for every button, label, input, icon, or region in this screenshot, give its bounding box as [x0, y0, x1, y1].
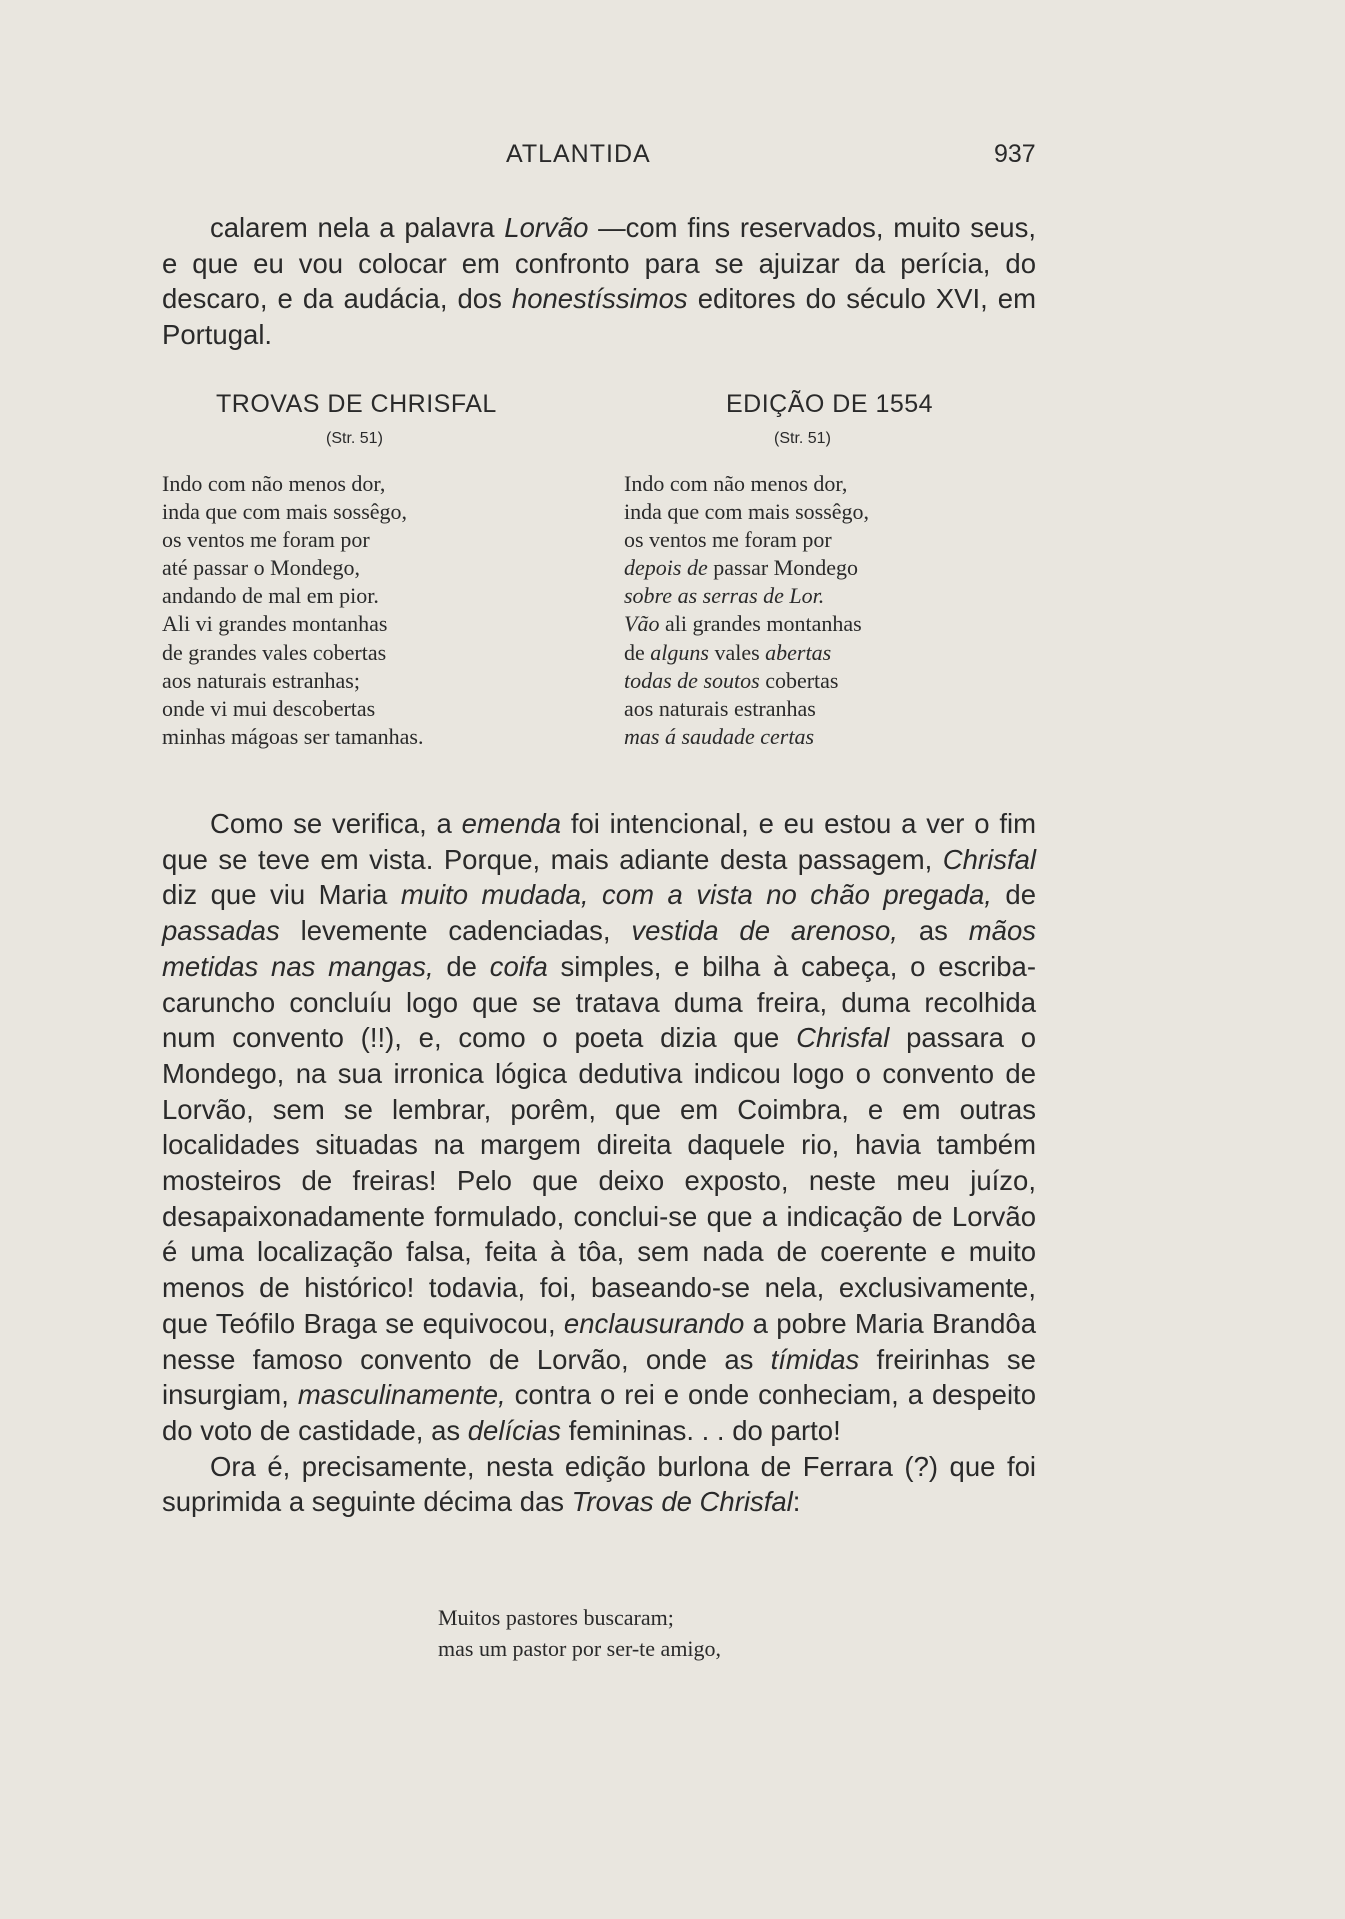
- verse-line: [624, 498, 869, 526]
- italic-text: honestíssimos: [511, 283, 688, 315]
- verse-line: [624, 695, 869, 723]
- text-run: femininas. . . do parto!: [561, 1414, 841, 1446]
- body-paragraph: [162, 806, 1036, 1449]
- body-text: [162, 806, 1036, 1520]
- italic-text: Chrisfal: [942, 843, 1036, 875]
- text-run: a pobre Maria Brandôa nesse famoso convento de Lorvão, onde as: [162, 1307, 1036, 1375]
- text-run: até passar o Mondego,: [162, 555, 360, 581]
- text-run: Como se verifica, a: [210, 808, 462, 839]
- verse-line: [162, 610, 424, 638]
- text-run: :: [792, 1486, 801, 1518]
- text-run: contra o rei e onde conheciam, a despeito do voto de castidade, as: [162, 1379, 1036, 1446]
- text-run: freirinhas se insurgiam,: [162, 1343, 1036, 1411]
- verse-line: [162, 470, 424, 498]
- text-run: passar Mondego: [707, 555, 859, 581]
- text-run: Ora é, precisamente, nesta edição burlona de Ferrara (?) que foi suprimida a seguinte décima das: [162, 1450, 1036, 1518]
- text-run: de: [991, 879, 1037, 911]
- text-run: vales: [708, 639, 766, 665]
- italic-text: Trovas de Chrisfal: [571, 1486, 793, 1518]
- text-run: simples, e bilha à cabeça, o escriba-caruncho concluíu logo que se tratava duma freira, duma recolhida num convento (!!), e, como o poeta dizia que: [162, 950, 1037, 1054]
- text-run: aos naturais estranhas;: [162, 667, 360, 693]
- text-run: aos naturais estranhas: [624, 695, 816, 721]
- stanza-ref-left: (Str. 51): [326, 430, 383, 447]
- italic-text: mas á saudade certas: [624, 723, 815, 749]
- text-run: de: [624, 639, 651, 665]
- italic-text: depois de: [624, 555, 708, 581]
- text-run: de: [433, 950, 490, 982]
- verse-line: [624, 723, 869, 751]
- text-run: Ali vi grandes montanhas: [162, 611, 388, 637]
- italic-text: Chrisfal: [796, 1022, 890, 1054]
- verse-line: [624, 582, 869, 610]
- italic-text: muito mudada, com a vista no chão pregada,: [400, 879, 992, 911]
- text-run: os ventos me foram por: [162, 527, 370, 553]
- closing-verse-line: mas um pastor por ser-te amigo,: [438, 1636, 722, 1661]
- text-run: diz que viu Maria: [162, 879, 401, 911]
- text-run: foi intencional, e eu estou a ver o fim que se teve em vista. Porque, mais adiante desta passagem,: [162, 808, 1036, 875]
- running-title: ATLANTIDA: [506, 140, 651, 168]
- verse-line: [162, 639, 424, 667]
- verse-line: [624, 554, 869, 582]
- verse-line: [162, 554, 424, 582]
- text-run: minhas mágoas ser tamanhas.: [162, 723, 424, 749]
- verse-line: [162, 667, 424, 695]
- text-run: editores do século XVI, em Portugal.: [162, 283, 1036, 351]
- verse-line: [162, 526, 424, 554]
- verse-line: [162, 498, 424, 526]
- verse-line: [624, 667, 869, 695]
- column-heading-left: TROVAS DE CHRISFAL: [216, 390, 497, 418]
- column-heading-right: EDIÇÃO DE 1554: [726, 390, 934, 418]
- italic-text: vestida de arenoso,: [631, 915, 898, 947]
- text-run: passara o Mondego, na sua irronica lógica dedutiva indicou logo o convento de Lorvão, sem se lembrar, porêm, que em Coimbra, e em outras localidades situadas na margem direita daquele rio, havia também mosteiros de freiras! Pelo que deixo exposto, neste meu juízo, desapaixonadamente formulado, conclui-se que a indicação de Lorvão é uma localização falsa, feita à tôa, sem nada de coerente e muito menos de histórico! todavia, foi, baseando-se nela, exclusivamente, que Teófilo Braga se equivocou,: [162, 1022, 1036, 1339]
- italic-text: todas de soutos: [624, 667, 760, 693]
- italic-text: passadas: [162, 915, 280, 947]
- verse-line: [162, 582, 424, 610]
- italic-text: enclausurando: [563, 1307, 745, 1339]
- closing-verse: [438, 1602, 721, 1664]
- italic-text: Vão: [624, 611, 660, 637]
- text-run: Indo com não menos dor,: [624, 471, 848, 496]
- closing-verse-line: Muitos pastores buscaram;: [438, 1605, 674, 1630]
- body-paragraph: [162, 1449, 1036, 1520]
- text-run: Indo com não menos dor,: [162, 471, 386, 496]
- text-run: —com fins reservados, muito seus, e que eu vou colocar em confronto para se ajuizar da perícia, do descaro, e da audácia, dos: [162, 212, 1036, 315]
- text-run: inda que com mais sossêgo,: [162, 499, 408, 525]
- verse-line: [624, 470, 869, 498]
- stanza-left: [162, 470, 424, 751]
- italic-text: emenda: [461, 808, 562, 839]
- stanza-ref-right: (Str. 51): [774, 430, 831, 447]
- italic-text: delícias: [467, 1414, 562, 1446]
- italic-text: tímidas: [770, 1343, 860, 1375]
- italic-text: Lorvão: [504, 212, 589, 243]
- italic-text: alguns: [650, 639, 709, 665]
- intro-paragraph: [162, 210, 1036, 353]
- text-run: de grandes vales cobertas: [162, 639, 387, 665]
- italic-text: abertas: [765, 639, 832, 665]
- italic-text: coifa: [489, 950, 548, 982]
- text-run: os ventos me foram por: [624, 527, 832, 553]
- verse-line: [162, 695, 424, 723]
- text-run: andando de mal em pior.: [162, 583, 379, 609]
- text-run: levemente cadenciadas,: [279, 915, 632, 947]
- text-run: ali grandes montanhas: [659, 611, 862, 637]
- text-run: cobertas: [759, 667, 839, 693]
- verse-line: [624, 610, 869, 638]
- intro-text: [162, 210, 1036, 353]
- verse-line: [624, 526, 869, 554]
- italic-text: mãos metidas nas mangas,: [162, 915, 1037, 982]
- text-run: as: [897, 915, 969, 947]
- text-run: inda que com mais sossêgo,: [624, 499, 870, 525]
- italic-text: masculinamente,: [297, 1379, 506, 1411]
- stanza-right: [624, 470, 869, 751]
- text-run: calarem nela a palavra: [210, 212, 505, 243]
- page-number: 937: [994, 140, 1036, 168]
- verse-line: [624, 639, 869, 667]
- verse-line: [162, 723, 424, 751]
- running-header: [0, 140, 1345, 176]
- text-run: onde vi mui descobertas: [162, 695, 376, 721]
- italic-text: sobre as serras de Lor.: [624, 583, 825, 609]
